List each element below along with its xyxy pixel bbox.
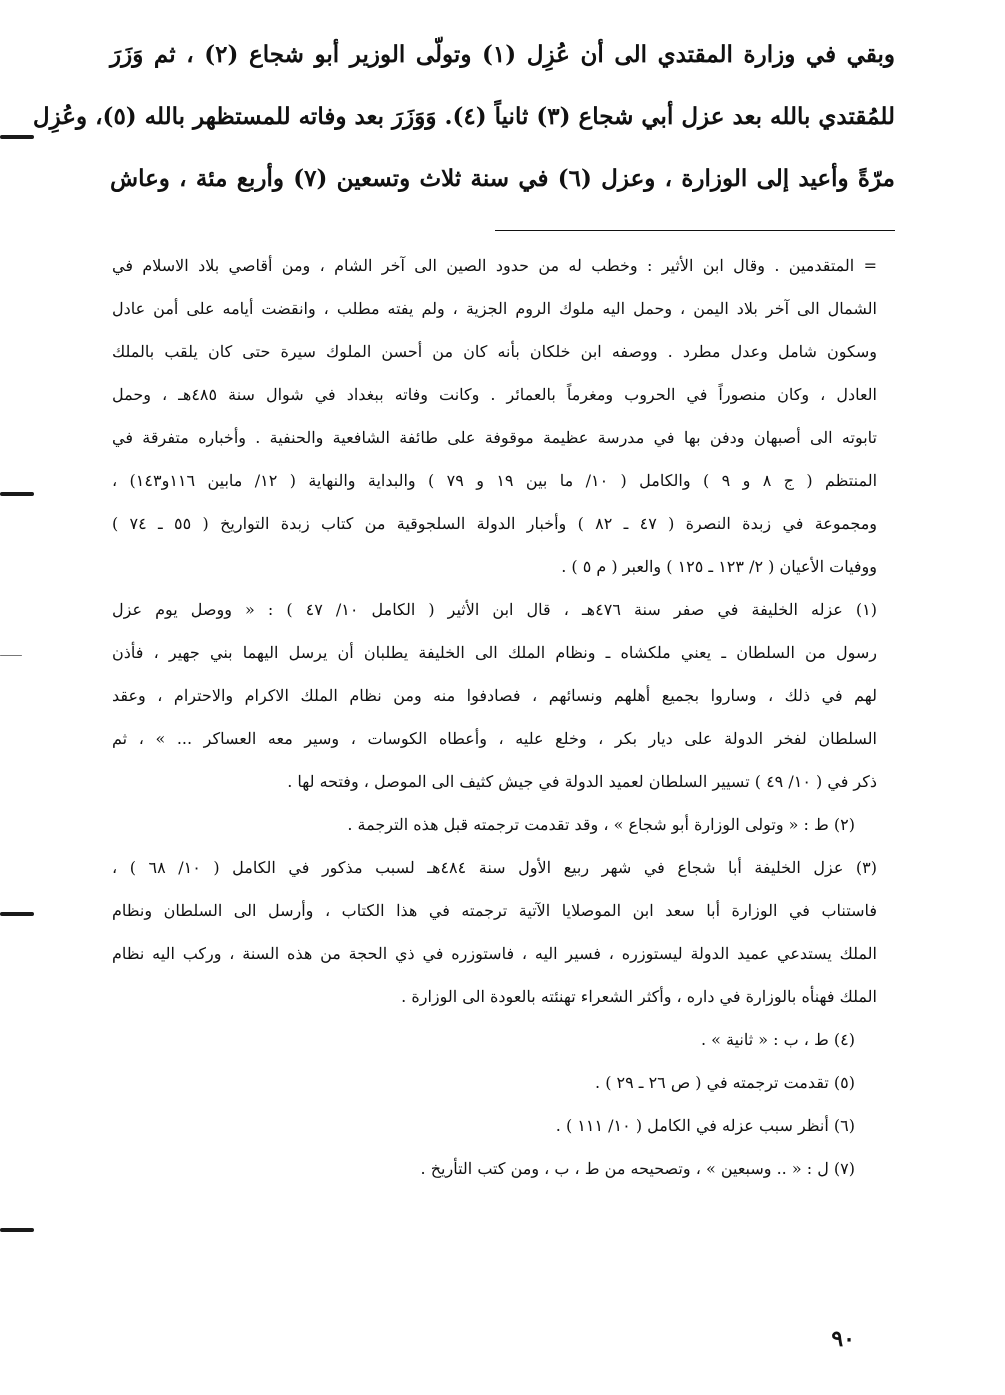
footnotes — [112, 255, 877, 1201]
footnote-line: رسول من السلطان ـ يعني ملكشاه ـ ونظام الملك الى الخليفة يطلبان أن يرسل اليهما بني جهير ، فأذن — [112, 643, 877, 662]
footnote-line: ذكر في ( ١٠/ ٤٩ ) تسيير السلطان لعميد الدولة في جيش كثيف الى الموصل ، وفتحه لها . — [287, 772, 877, 791]
footnote-1: (١) عزله الخليفة في صفر سنة ٤٧٦هـ ، قال ابن الأثير ( الكامل ١٠/ ٤٧ ) : « ووصل يوم عزل — [112, 600, 877, 619]
main-text-line: وبقي في وزارة المقتدي الى أن عُزِل (١) وتولّى الوزير أبو شجاع (٢) ، ثم وَزَرَ — [110, 41, 895, 68]
margin-mark — [0, 912, 34, 916]
footnote-line: = المتقدمين . وقال ابن الأثير : وخطب له من حدود الصين الى آخر الشام ، ومن أقاصي بلاد الاسلام في — [112, 256, 877, 275]
footnote-5: (٥) تقدمت ترجمته في ( ص ٢٦ ـ ٢٩ ) . — [595, 1073, 855, 1092]
main-text-line: مرّةً وأعيد إلى الوزارة ، وعزل (٦) في سنة ثلاث وتسعين (٧) وأربع مئة ، وعاش — [110, 165, 895, 192]
footnote-separator — [495, 230, 895, 231]
footnote-7: (٧) ل : « .. وسبعين » ، وتصحيحه من ط ، ب ، ومن كتب التأريخ . — [420, 1159, 855, 1178]
margin-mark — [0, 135, 34, 139]
footnote-3: (٣) عزل الخليفة أبا شجاع في شهر ربيع الأول سنة ٤٨٤هـ لسبب مذكور في الكامل ( ١٠/ ٦٨ ) ، — [112, 858, 877, 877]
footnote-line: ووفيات الأعيان ( ٢/ ١٢٣ ـ ١٢٥ ) والعبر ( م ٥ ) . — [561, 557, 877, 576]
footnote-line: السلطان لفخر الدولة على ديار بكر ، وخلع عليه ، وأعطاه الكوسات ، وسير معه العساكر ... » ، ثم — [112, 729, 877, 748]
footnote-line: الملك يستدعي عميد الدولة ليستوزره ، فسير اليه ، فاستوزره في ذي الحجة من هذه السنة ، وركب اليه نظام — [112, 944, 877, 963]
footnote-line: وسكون شامل وعدل مطرد . ووصفه ابن خلكان بأنه كان من أحسن الملوك سيرة حتى كان يلقب بالملك — [112, 342, 877, 361]
footnote-line: لهم في ذلك ، وساروا بجميع أهلهم ونسائهم ، فصادفوا منه ومن نظام الملك الاكرام والاحترام ، وعقد — [112, 686, 877, 705]
footnote-line: الشمال الى آخر بلاد اليمن ، وحمل اليه ملوك الروم الجزية ، ولم يفته مطلب ، وانقضت أيامه على أمن عادل — [112, 299, 878, 318]
margin-mark — [0, 655, 22, 656]
footnote-line: فاستناب في الوزارة أبا سعد ابن الموصلايا الآتية ترجمته في هذا الكتاب ، وأرسل الى السلطان ونظام — [112, 901, 877, 920]
footnote-line: تابوته الى أصبهان ودفن بها في مدرسة عظيمة موقوفة على طائفة الشافعية والحنفية . وأخباره متفرقة في — [112, 428, 877, 447]
main-text — [32, 40, 895, 226]
footnote-line: المنتظم ( ج ٨ و ٩ ) والكامل ( ١٠/ ما بين ١٩ و ٧٩ ) والبداية والنهاية ( ١٢/ مابين ١١٦و١٤٣) ، — [112, 471, 878, 490]
footnote-4: (٤) ط ، ب : « ثانية » . — [700, 1030, 855, 1049]
page-number: ٩٠ — [831, 1326, 855, 1352]
footnote-line: الملك فهنأه بالوزارة في داره ، وأكثر الشعراء تهنئته بالعودة الى الوزارة . — [401, 987, 877, 1006]
footnote-line: ومجموعة في زبدة النصرة ( ٤٧ ـ ٨٢ ) وأخبار الدولة السلجوقية من كتاب زبدة التواريخ ( ٥٥ ـ ٧٤ ) — [112, 514, 877, 533]
footnote-6: (٦) أنظر سبب عزله في الكامل ( ١٠/ ١١١ ) . — [555, 1116, 855, 1135]
margin-mark — [0, 1228, 34, 1232]
footnote-2: (٢) ط : « وتولى الوزارة أبو شجاع » ، وقد تقدمت ترجمته قبل هذه الترجمة . — [347, 815, 855, 834]
margin-mark — [0, 492, 34, 496]
main-text-line: للمُقتدي بالله بعد عزل أبي شجاع (٣) ثانياً (٤). وَوَزَرَ بعد وفاته للمستظهر بالله (٥)، وعُزِل — [32, 103, 895, 130]
footnote-line: العادل ، وكان منصوراً في الحروب ومغرماً بالعمائر . وكانت وفاته ببغداد في شوال سنة ٤٨٥هـ ، وحمل — [112, 385, 877, 404]
